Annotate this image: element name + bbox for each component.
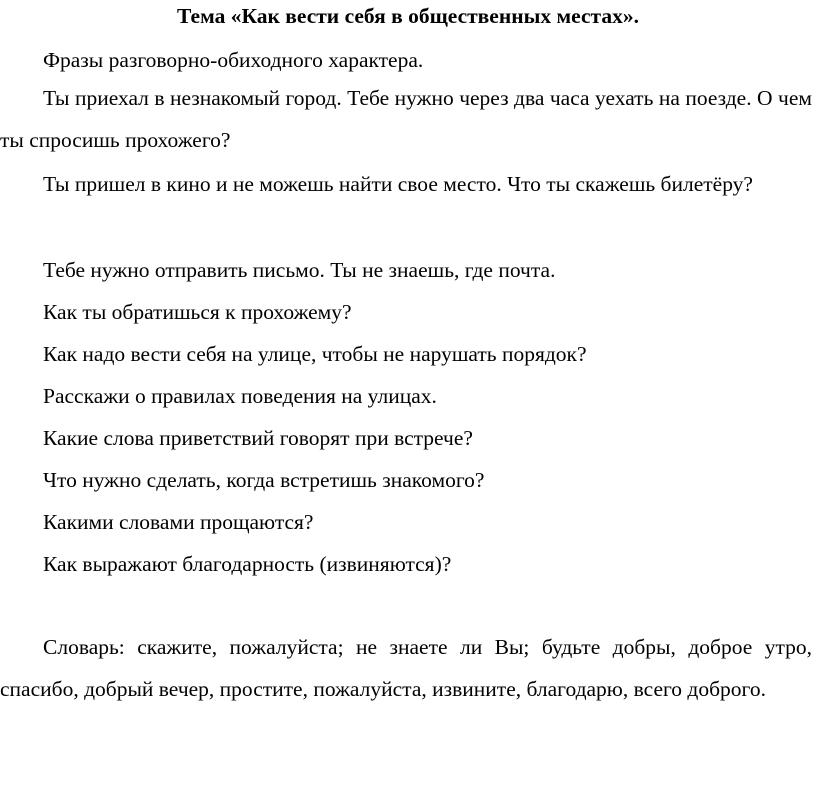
question-line-greetings: Какие слова приветствий говорят при встрече? bbox=[43, 426, 473, 450]
document-title: Тема «Как вести себя в общественных местах». bbox=[177, 4, 639, 28]
question-line-letter: Тебе нужно отправить письмо. Ты не знаешь, где почта. bbox=[43, 258, 556, 282]
intro-line: Фразы разговорно-обиходного характера. bbox=[43, 48, 424, 72]
question-line-passerby: Как ты обратишься к прохожему? bbox=[43, 300, 352, 324]
question-line-street-rules: Расскажи о правилах поведения на улицах. bbox=[43, 384, 437, 408]
question-line-acquaintance: Что нужно сделать, когда встретишь знакомого? bbox=[43, 468, 485, 492]
question-paragraph-cinema: Ты пришел в кино и не можешь найти свое место. Что ты скажешь билетёру? bbox=[43, 172, 753, 196]
question-line-gratitude: Как выражают благодарность (извиняются)? bbox=[43, 552, 452, 576]
vocabulary-paragraph: Словарь: скажите, пожалуйста; не знаете ли Вы; будьте добры, доброе утро, спасибо, добрый вечер, простите, пожалуйста, извините, благодарю, всего доброго. bbox=[0, 635, 812, 701]
question-line-street-order: Как надо вести себя на улице, чтобы не нарушать порядок? bbox=[43, 342, 587, 366]
question-paragraph-train: Ты приехал в незнакомый город. Тебе нужно через два часа уехать на поезде. О чем ты спросишь прохожего? bbox=[0, 86, 812, 152]
question-line-farewell: Какими словами прощаются? bbox=[43, 510, 314, 534]
